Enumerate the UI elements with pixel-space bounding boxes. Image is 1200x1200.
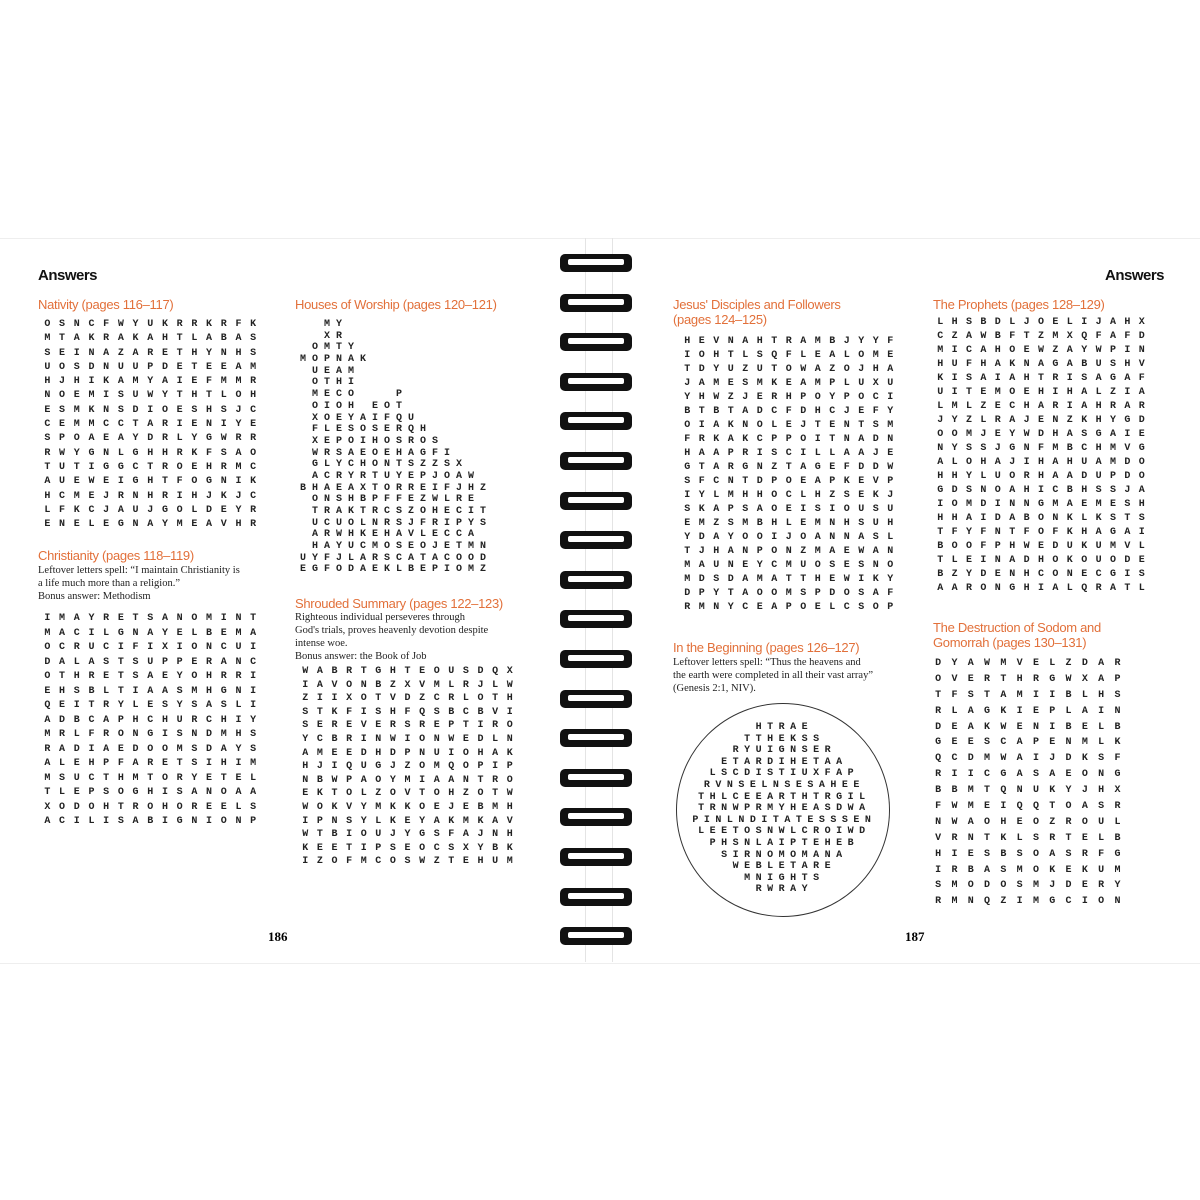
grid-row: MAUNEYCMUOSESNO: [684, 560, 902, 571]
shrouded-title: Shrouded Summary (pages 122–123): [295, 596, 503, 611]
grid-row: MNIGHTS: [744, 872, 825, 884]
beginning-answer: [673, 656, 913, 695]
grid-row: NBWPAOYMIAANTRO: [302, 774, 522, 786]
grid-row: OSNCFWYUKRRKRFK: [44, 319, 265, 330]
christianity-bonus: Bonus answer: Methodism: [38, 591, 151, 602]
grid-row: RMNQZIMGCION: [935, 896, 1131, 908]
grid-row: ARWHKEHAVLECCA: [300, 529, 481, 541]
spiral-ring: [560, 927, 632, 945]
grid-row: MRLFRONGISNDMHS: [44, 729, 265, 740]
spiral-ring: [560, 650, 632, 668]
grid-row: ACRYRTUYEPJOAW: [300, 470, 481, 482]
christianity-grid: [40, 612, 265, 830]
shrouded-grid: [298, 665, 521, 869]
grid-row: WOKVYMKKOEJEBMH: [302, 801, 522, 813]
spiral-ring: [560, 769, 632, 787]
houses-grid: [297, 319, 492, 576]
grid-row: IRBASMOKEKUM: [935, 864, 1131, 876]
grid-row: TUTIGGCTROEHRMC: [44, 461, 265, 473]
grid-row: SKAPSAOEISIOUSU: [684, 504, 902, 515]
grid-row: IPNSYLKEYAKMKAV: [302, 815, 522, 827]
grid-row: BHAEAXTORREIFJHZ: [300, 482, 493, 494]
houses-title: Houses of Worship (pages 120–121): [295, 297, 497, 312]
grid-row: ACILISABIGNIONP: [44, 816, 265, 827]
grid-row: STKFISHFQSBCBVI: [302, 706, 522, 718]
right-page-header: Answers: [1105, 267, 1165, 284]
grid-row: MTAKRAKAHTLABAS: [44, 333, 265, 345]
grid-row: OTHRETSAEYOHRRI: [44, 671, 265, 682]
grid-row: SMODOSMJDERY: [935, 880, 1131, 892]
christianity-text-line: a life much more than a religion.”: [38, 578, 180, 589]
grid-row: TLEINADHOKOUODE: [937, 555, 1154, 566]
grid-row: DALASTSUPPERANC: [44, 656, 265, 668]
spiral-ring: [560, 373, 632, 391]
grid-row: SPOAEAYDRLYGWRR: [44, 433, 265, 445]
grid-row: RLAGKIEPLAIN: [935, 705, 1131, 717]
grid-row: DEAKWENIBELB: [935, 721, 1131, 733]
sodom-title: [933, 620, 1101, 650]
grid-row: LFKCJAUJGOLDEYR: [44, 504, 265, 516]
grid-row: RADIAEDOOMSDAYS: [44, 743, 265, 755]
grid-row: PHSNLAIPTEHEB: [709, 837, 860, 849]
grid-row: MICAHOEWZAYWPIN: [937, 345, 1154, 356]
grid-row: ESMKNSDIOESHSJC: [44, 404, 265, 416]
grid-row: LHSBDLJOELIJAHX: [937, 317, 1154, 328]
grid-row: TLEPSOGHISANOAA: [44, 787, 265, 798]
grid-row: HJIQUGJZOMQOPIP: [302, 761, 522, 773]
grid-row: GLYCHONTSZZSX: [300, 459, 469, 471]
grid-row: OCRUCIFIXIONCUI: [44, 642, 265, 653]
grid-row: EGFODAEKLBEPIOMZ: [300, 564, 493, 576]
spiral-ring: [560, 531, 632, 549]
page-number-right: 187: [905, 929, 925, 944]
grid-row: MACILGNAYELBEMA: [44, 627, 265, 639]
grid-row: TJHANPONZMAEWAN: [684, 546, 902, 557]
grid-row: DYAWMVELZDAR: [935, 658, 1131, 669]
disciples-title-line: (pages 124–125): [673, 312, 767, 327]
grid-row: MECO P: [300, 389, 409, 401]
grid-row: ONSHBPFFEZWLRE: [300, 494, 481, 506]
grid-row: NOEMISUWYTHTLOH: [44, 390, 265, 402]
shrouded-text-line: God's trials, proves heavenly devotion despite: [295, 625, 489, 636]
grid-row: KEETIPSEOCSXYBK: [302, 842, 522, 854]
grid-row: NYSSJGNFMBCHMVG: [937, 443, 1154, 454]
grid-row: OVERTHRGWXAP: [935, 673, 1131, 685]
grid-row: CEMMCCTARIENIYE: [44, 419, 265, 431]
left-page-header: Answers: [38, 267, 98, 284]
grid-row: XOEYAIFQU: [300, 412, 421, 424]
grid-row: THLCEEARTHTRGIL: [698, 791, 871, 803]
grid-row: SEREVERSREPTIRO: [302, 720, 522, 732]
grid-row: HHYLUORHAADUPDO: [937, 471, 1154, 482]
grid-row: LEETOSNWLCROIWD: [698, 826, 871, 838]
grid-row: SEINAZARETHYNHS: [44, 347, 265, 359]
spiral-ring: [560, 690, 632, 708]
grid-row: RYUIGNSER: [732, 745, 837, 757]
shrouded-answer: [295, 611, 525, 663]
grid-row: WTBIOUJYGSFAJNH: [302, 829, 522, 841]
shrouded-text-line: Righteous individual perseveres through: [295, 612, 466, 623]
grid-row: ETARDIHETAA: [721, 756, 848, 768]
spiral-ring: [560, 452, 632, 470]
grid-row: BZYDENHCONECGIS: [937, 569, 1154, 580]
grid-row: ENELEGNAYMEAVHR: [44, 519, 265, 531]
spiral-ring: [560, 571, 632, 589]
grid-row: WRSAEOEHAGFI: [300, 447, 457, 459]
grid-row: RIICGASAEONG: [935, 769, 1131, 781]
grid-row: FLESOSERQH: [300, 424, 433, 436]
grid-row: EKTOLZOVTOHZOTW: [302, 788, 522, 800]
sodom-grid: [930, 656, 1131, 910]
grid-row: MOPNAK: [300, 354, 373, 366]
grid-row: IOHTLSQFLEALOME: [684, 350, 902, 361]
beginning-text-line: Leftover letters spell: “Thus the heavens and: [673, 657, 861, 668]
grid-row: ALOHAJIHAHUAMDO: [937, 457, 1154, 468]
shrouded-bonus: Bonus answer: the Book of Job: [295, 651, 427, 662]
disciples-grid: [680, 335, 902, 615]
grid-row: IMAYRETSANOMINT: [44, 613, 265, 624]
sodom-title-line: The Destruction of Sodom and: [933, 620, 1101, 635]
grid-row: TRAKTRCSZOHECIT: [300, 506, 493, 517]
grid-row: TTHEKSS: [744, 733, 825, 745]
grid-row: ZIIXOTVDZCRLOTH: [302, 693, 522, 705]
grid-row: AUEWEIGHTFOGNIK: [44, 476, 265, 488]
grid-row: OMTY: [300, 342, 361, 354]
grid-row: NWAOHEOZROUL: [935, 816, 1131, 828]
grid-row: IYLMHHOCLHZSEKJ: [684, 490, 902, 501]
beginning-title: In the Beginning (pages 126–127): [673, 640, 860, 655]
grid-row: TFYFNTFOFKHAGAI: [937, 527, 1154, 538]
grid-row: IZOFMCOSWZTEHUM: [302, 856, 522, 868]
grid-row: HHAIDABONKLKSTS: [937, 513, 1154, 524]
spiral-ring: [560, 610, 632, 628]
grid-row: HTRAE: [755, 722, 814, 733]
grid-row: OIOH EOT: [300, 400, 409, 412]
grid-row: XR: [300, 330, 349, 342]
grid-row: DPYTAOOMSPDOSAF: [684, 588, 902, 599]
grid-row: RWRAY: [755, 884, 814, 896]
shrouded-text-line: intense woe.: [295, 638, 348, 649]
grid-row: WABRTGHTEOUSDQX: [302, 666, 522, 677]
grid-row: SFCNTDPOEAPKEVP: [684, 476, 902, 487]
grid-row: EMZSMBHLEMNHSUH: [684, 518, 902, 529]
grid-row: HEVNAHTRAMBJYYF: [684, 336, 902, 347]
grid-row: FWMEIQQTOASR: [935, 801, 1131, 813]
spiral-ring: [560, 848, 632, 866]
grid-row: FRKAKCPPOITNADN: [684, 434, 902, 445]
nativity-title: Nativity (pages 116–117): [38, 297, 174, 312]
grid-row: HAAPRISCILLAAJE: [684, 448, 902, 459]
grid-row: TDYUZUTOWAZOJHA: [684, 364, 902, 375]
grid-row: IOMDINNGMAEMESH: [937, 499, 1154, 510]
prophets-grid: [933, 316, 1153, 596]
grid-row: GEESCAPENMLK: [935, 737, 1131, 749]
sodom-title-line: Gomorrah (pages 130–131): [933, 635, 1087, 650]
grid-row: IAVONBZXVMLRJLW: [302, 679, 522, 691]
grid-row: GTARGNZTAGEFDDW: [684, 462, 902, 473]
grid-row: HAYUCMOSEOJETMN: [300, 541, 493, 553]
grid-row: SIRNOMOMANA: [721, 849, 848, 861]
grid-row: CZAWBFTZMXQFAFD: [937, 331, 1154, 342]
grid-row: YCBRINWIONWEDLN: [302, 733, 522, 745]
grid-row: UCUOLNRSJFRIPYS: [300, 517, 493, 529]
page-number-left: 186: [268, 929, 288, 944]
grid-row: MSUCTHMTORYETEL: [44, 772, 265, 784]
grid-row: OTHI: [300, 377, 361, 389]
spiral-ring: [560, 729, 632, 747]
christianity-answer: [38, 564, 268, 603]
grid-row: BOOFPHWEDUKUMVL: [937, 541, 1154, 552]
grid-row: XODOHTROHOREELS: [44, 801, 265, 813]
grid-row: TFSTAMIIBLHS: [935, 689, 1131, 701]
grid-row: HCMEJRNHRIHJKJC: [44, 490, 265, 502]
grid-row: AARONGHIALQRATL: [937, 583, 1154, 594]
grid-row: WEBLETARE: [732, 861, 837, 873]
grid-row: RMNYCEAPOELCSOP: [684, 602, 902, 613]
grid-row: MY: [300, 319, 349, 330]
disciples-title: [673, 297, 841, 327]
grid-row: EHSBLTIAASMHGNI: [44, 685, 265, 697]
grid-row: ADBCAPHCHURCHIY: [44, 714, 265, 726]
grid-row: BTBTADCFDHCJEFY: [684, 406, 902, 417]
grid-row: AMEEDHDPNUIOHAK: [302, 747, 522, 759]
spiral-ring: [560, 808, 632, 826]
grid-row: ALEHPFARETSIHIM: [44, 758, 265, 769]
grid-row: QCDMWAIJDKSF: [935, 753, 1131, 765]
spiral-ring: [560, 412, 632, 430]
grid-row: OOMJEYWDHASGAIE: [937, 429, 1154, 440]
beginning-text-line: the earth were completed in all their vast array”: [673, 670, 873, 681]
prophets-title: The Prophets (pages 128–129): [933, 297, 1105, 312]
grid-row: OIAKNOLEJTENTSM: [684, 420, 902, 431]
spiral-ring: [560, 888, 632, 906]
spiral-ring: [560, 294, 632, 312]
grid-row: KISAIAHTRISAGAF: [937, 373, 1154, 384]
spiral-ring: [560, 492, 632, 510]
grid-row: RWYGNLGHHRKFSAO: [44, 447, 265, 459]
grid-row: VRNTKLSRTELB: [935, 832, 1131, 844]
beginning-text-line: (Genesis 2:1, NIV).: [673, 683, 756, 694]
spiral-ring: [560, 333, 632, 351]
grid-row: JYZLRAJENZKHYGD: [937, 415, 1154, 426]
grid-row: HUFHAKNAGABUSHV: [937, 359, 1154, 370]
grid-row: MDSDAMATTHEWIKY: [684, 574, 902, 585]
christianity-text-line: Leftover letters spell: “I maintain Christianity is: [38, 565, 240, 576]
grid-row: HJHIKAMYAIEFMMR: [44, 376, 265, 388]
grid-row: RVNSELNSESAHEE: [703, 779, 865, 791]
nativity-grid: [40, 318, 265, 532]
grid-row: LMLZECHARIAHRAR: [937, 401, 1154, 412]
grid-row: QEITRYLESYSASLI: [44, 700, 265, 711]
grid-row: UITEMOEHIHALZIA: [937, 387, 1154, 398]
disciples-title-line: Jesus' Disciples and Followers: [673, 297, 841, 312]
grid-row: PINLNDITATESSSEN: [692, 814, 877, 826]
grid-row: XEPOIHOSROS: [300, 435, 445, 447]
grid-row: LSCDISTIUXFAP: [709, 768, 860, 780]
grid-row: JAMESMKEAMPLUXU: [684, 378, 902, 389]
spiral-ring: [560, 254, 632, 272]
beginning-grid: [683, 722, 883, 896]
grid-row: UYFJLARSCATACOOD: [300, 552, 493, 564]
grid-row: TRNWPRMYHEASDWA: [698, 803, 871, 815]
grid-row: UEAM: [300, 365, 361, 377]
grid-row: UOSDNUUPDETEEAM: [44, 361, 265, 373]
grid-row: GDSNOAHICBHSSJA: [937, 485, 1154, 496]
grid-row: YDAYOOIJOANNASL: [684, 532, 902, 543]
grid-row: HIESBSOASRFG: [935, 848, 1131, 860]
grid-row: YHWZJERHPOYPOCI: [684, 392, 902, 403]
christianity-title: Christianity (pages 118–119): [38, 548, 194, 563]
grid-row: BBMTQNUKYJHX: [935, 785, 1131, 797]
